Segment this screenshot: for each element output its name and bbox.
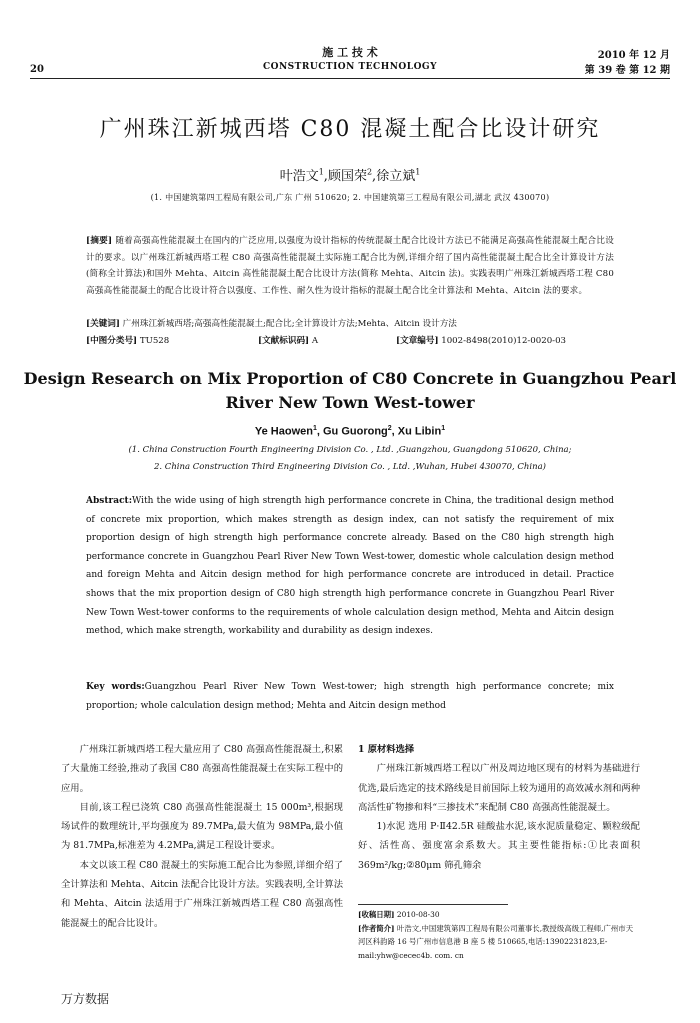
author-name: 叶浩文 [279, 169, 319, 184]
page-number: 20 [30, 64, 44, 75]
abstract-zh [86, 233, 614, 299]
issue-date: 2010 年 12 月 [597, 50, 670, 61]
affiliation-zh: (1. 中国建筑第四工程局有限公司,广东 广州 510620; 2. 中国建筑第三工程局有限公司,湖北 武汉 430070) [150, 193, 550, 202]
clc [86, 333, 169, 349]
abstract-en-label: Abstract: [86, 496, 133, 506]
doc-value: A [311, 336, 319, 346]
article-value: 1002-8498(2010)12-0020-03 [441, 336, 567, 346]
abstract-zh-text: 随着高强高性能混凝土在国内的广泛应用,以强度为设计指标的传统混凝土配合比设计方法已不能满足高强高性能混凝土配合比设计的要求。以广州珠江新城西塔工程 C80 高强高性能混凝土实际施工配合比为例,详细介绍了国内高性能混凝土配合比全计算设计方法(简称全计算法)和国外 Mehta、Aitcin 高性能混凝土配合比设计方法(简称 Mehta、Aitcin 法)。实践表明广州珠江新城西塔工程 C80 高强高性能混凝土的配合比设计符合以强度、工作性、耐久性为设计指标的混凝土配合比全计算法和 Mehta、Aitcin 法的要求。 [86, 236, 615, 296]
author-sup: 2 [387, 425, 392, 432]
abstract-zh-label: [摘要] [86, 236, 113, 246]
volume-issue: 第 39 卷 第 12 期 [584, 65, 670, 76]
author-sup: 1 [312, 425, 317, 432]
section-heading: 1 原材料选择 [358, 744, 415, 755]
clc-value: TU528 [139, 336, 170, 346]
author-name-en: Xu Libin [397, 425, 442, 438]
body-left-column [61, 740, 343, 933]
footnote [358, 908, 640, 962]
abstract-en-text: With the wide using of high strength high performance concrete in China, the traditional design method of concrete mix proportion, which makes strength as design index, can not satisfy the requirement of mix proportion design of high strength high performance concrete already. Based on the C80 high strength high performance concrete in Guangzhou Pearl River New Town West-tower, domestic whole calculation design method and foreign Mehta and Aitcin design method for high performance concrete are introduced in detail. Practice shows that the mix proportion design of C80 high strength high performance concrete in Guangzhou Pearl River New Town West-tower conforms to the requirements of whole calculation design method, Mehta and Aitcin design method, which make strength, workability and durability as design indexes. [86, 496, 614, 637]
keywords-en [86, 678, 614, 715]
footnote-rule [358, 904, 508, 905]
author-sup: 2 [366, 167, 373, 177]
watermark: 万方数据 [61, 992, 110, 1006]
author-bio-text: 叶浩文,中国建筑第四工程局有限公司董事长,教授级高级工程师,广州市天河区科韵路 16 号广州市信息港 B 座 5 楼 510665,电话:13902231823,E-mail:yhw@cecec4b. com. cn [358, 923, 634, 960]
doc-label: [文献标识码] [258, 336, 310, 346]
header-rule [30, 78, 670, 79]
author-name-en: Ye Haowen [254, 425, 313, 438]
journal-name-zh: 施 工 技 术 [322, 46, 378, 59]
author-sup: 1 [415, 167, 421, 177]
keywords-zh-label: [关键词] [86, 319, 120, 329]
article-number [396, 333, 566, 349]
author-name: 徐立斌 [376, 169, 416, 184]
journal-name-en: CONSTRUCTION TECHNOLOGY [262, 62, 438, 72]
received-date [358, 908, 640, 922]
received-value: 2010-08-30 [396, 910, 440, 919]
affiliation-en-line2: 2. China Construction Third Engineering Division Co. , Ltd. ,Wuhan, Hubei 430070, China) [154, 462, 546, 472]
author-bio [358, 922, 640, 963]
issue-info [585, 48, 670, 78]
doc-code [258, 333, 318, 349]
received-label: [收稿日期] [358, 910, 395, 919]
title-zh: 广州珠江新城西塔 C80 混凝土配合比设计研究 [99, 117, 601, 142]
author-sup: 1 [318, 167, 324, 177]
body-right-column [358, 740, 640, 875]
authors-zh: 叶浩文$^1$,顾国荣$^2$,徐立斌$^1$ [279, 167, 421, 184]
body-paragraph: 广州珠江新城西塔工程大量应用了 C80 高强高性能混凝土,积累了大量施工经验,推动了我国 C80 高强高性能混凝土在实际工程中的应用。 [61, 744, 343, 794]
author-name-en: Gu Guorong [323, 425, 388, 438]
author-bio-label: [作者简介] [358, 923, 395, 933]
affiliation-en [0, 442, 700, 476]
body-paragraph: 目前,该工程已浇筑 C80 高强高性能混凝土 15 000m³,根据现场试件的数理统计,平均强度为 89.7MPa,最大值为 98MPa,最小值为 81.7MPa,标准差为 4.2MPa,满足工程设计要求。 [61, 801, 343, 852]
authors-en: Ye Haowen$^1$, Gu Guorong$^2$, Xu Libin$^1$ [254, 425, 446, 438]
author-name: 顾国荣 [327, 169, 367, 184]
title-en: Design Research on Mix Proportion of C80 Concrete in Guangzhou Pearl River New Town West-tower [23, 369, 677, 412]
keywords-en-text: Guangzhou Pearl River New Town West-tower; high strength high performance concrete; mix proportion; whole calculation design method; Mehta and Aitcin design method [86, 682, 614, 711]
body-paragraph: 广州珠江新城西塔工程以广州及周边地区现有的材料为基础进行优选,最后选定的技术路线是目前国际上较为通用的高效减水剂和两种高活性矿物掺和料“三掺技术”来配制 C80 高强高性能混凝土。 [358, 763, 640, 813]
body-paragraph: 1)水泥 选用 P·Ⅱ42.5R 硅酸盐水泥,该水泥质量稳定、颗粒级配好、活性高、强度富余系数大。其主要性能指标:①比表面积 369m²/kg;②80μm 筛孔筛余 [358, 821, 640, 871]
article-label: [文章编号] [396, 336, 439, 346]
author-sup: 1 [441, 425, 446, 432]
keywords-zh-text: 广州珠江新城西塔;高强高性能混凝土;配合比;全计算设计方法;Mehta、Aitcin 设计方法 [122, 319, 457, 329]
keywords-zh [86, 316, 614, 332]
keywords-en-label: Key words: [86, 682, 145, 692]
affiliation-en-line1: (1. China Construction Fourth Engineering Division Co. , Ltd. ,Guangzhou, Guangdong 510620, China; [128, 445, 572, 455]
body-paragraph: 本文以该工程 C80 混凝土的实际施工配合比为参照,详细介绍了全计算法和 Mehta、Aitcin 法配合比设计方法。实践表明,全计算法和 Mehta、Aitcin 法适用于广州珠江新城西塔工程 C80 高强高性能混凝土的配合比设计。 [61, 859, 343, 929]
abstract-en [86, 492, 614, 641]
clc-label: [中图分类号] [86, 336, 138, 346]
